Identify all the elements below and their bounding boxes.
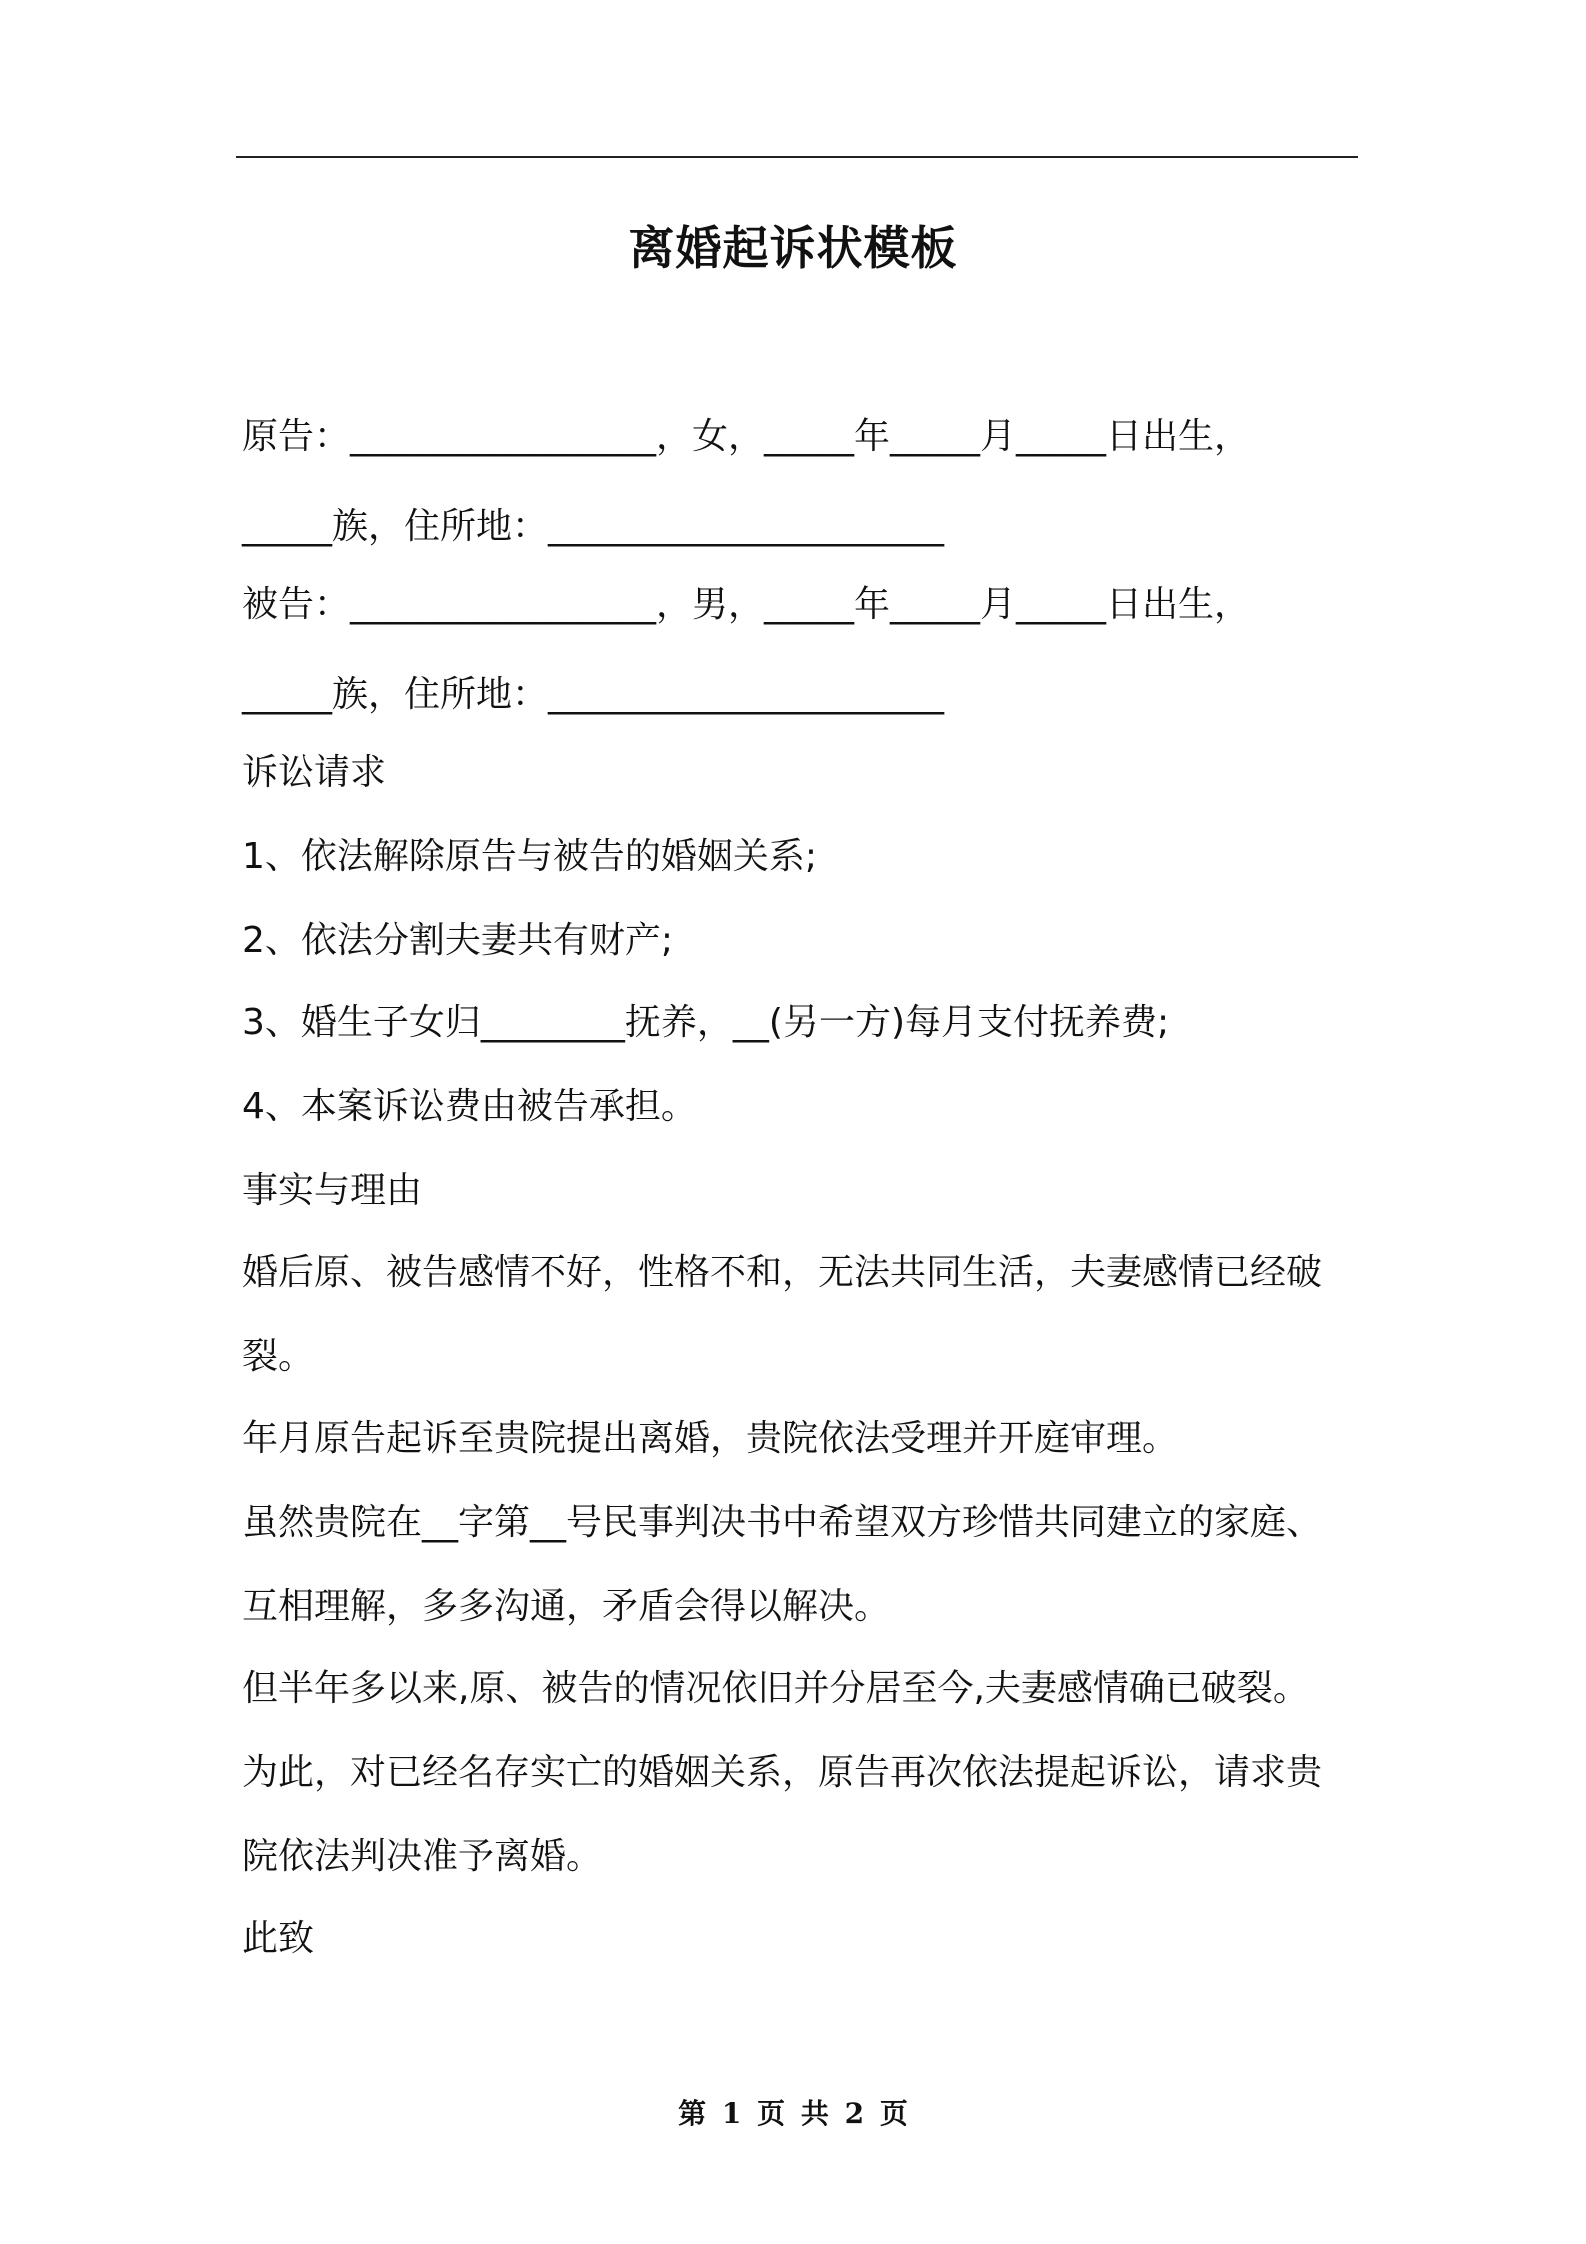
facts-paragraph-line: 裂。 [242, 1336, 315, 1377]
claim-item-4: 4、本案诉讼费由被告承担。 [242, 1086, 697, 1127]
facts-paragraph-line: 为此，对已经名存实亡的婚姻关系，原告再次依法提起诉讼，请求贵 [242, 1752, 1323, 1793]
facts-paragraph-line: 互相理解，多多沟通，矛盾会得以解决。 [242, 1586, 891, 1627]
closing-salutation: 此致 [242, 1918, 315, 1959]
claims-heading: 诉讼请求 [242, 752, 387, 793]
facts-paragraph-line: 婚后原、被告感情不好，性格不和，无法共同生活，夫妻感情已经破 [242, 1252, 1323, 1293]
facts-paragraph-line: 年月原告起诉至贵院提出离婚，贵院依法受理并开庭审理。 [242, 1418, 1179, 1459]
plaintiff-line-1: 原告：_________________，女，_____年_____月_____日出生， [242, 416, 1251, 457]
defendant-line-1: 被告：_________________，男，_____年_____月_____日出生， [242, 584, 1251, 625]
header-rule [236, 156, 1358, 158]
defendant-line-2: _____族，住所地：______________________ [242, 674, 945, 715]
document-title: 离婚起诉状模板 [628, 221, 958, 275]
facts-paragraph-line: 但半年多以来,原、被告的情况依旧并分居至今,夫妻感情确已破裂。 [242, 1668, 1309, 1709]
claim-item-3: 3、婚生子女归________抚养，__(另一方)每月支付抚养费; [242, 1002, 1170, 1043]
claim-item-1: 1、依法解除原告与被告的婚姻关系; [242, 836, 818, 877]
page-footer: 第 1 页 共 2 页 [678, 2097, 908, 2130]
plaintiff-line-2: _____族，住所地：______________________ [242, 506, 945, 547]
facts-paragraph-line: 院依法判决准予离婚。 [242, 1836, 603, 1877]
facts-paragraph-line: 虽然贵院在__字第__号民事判决书中希望双方珍惜共同建立的家庭、 [242, 1502, 1323, 1543]
facts-heading: 事实与理由 [242, 1170, 423, 1211]
claim-item-2: 2、依法分割夫妻共有财产; [242, 920, 674, 961]
